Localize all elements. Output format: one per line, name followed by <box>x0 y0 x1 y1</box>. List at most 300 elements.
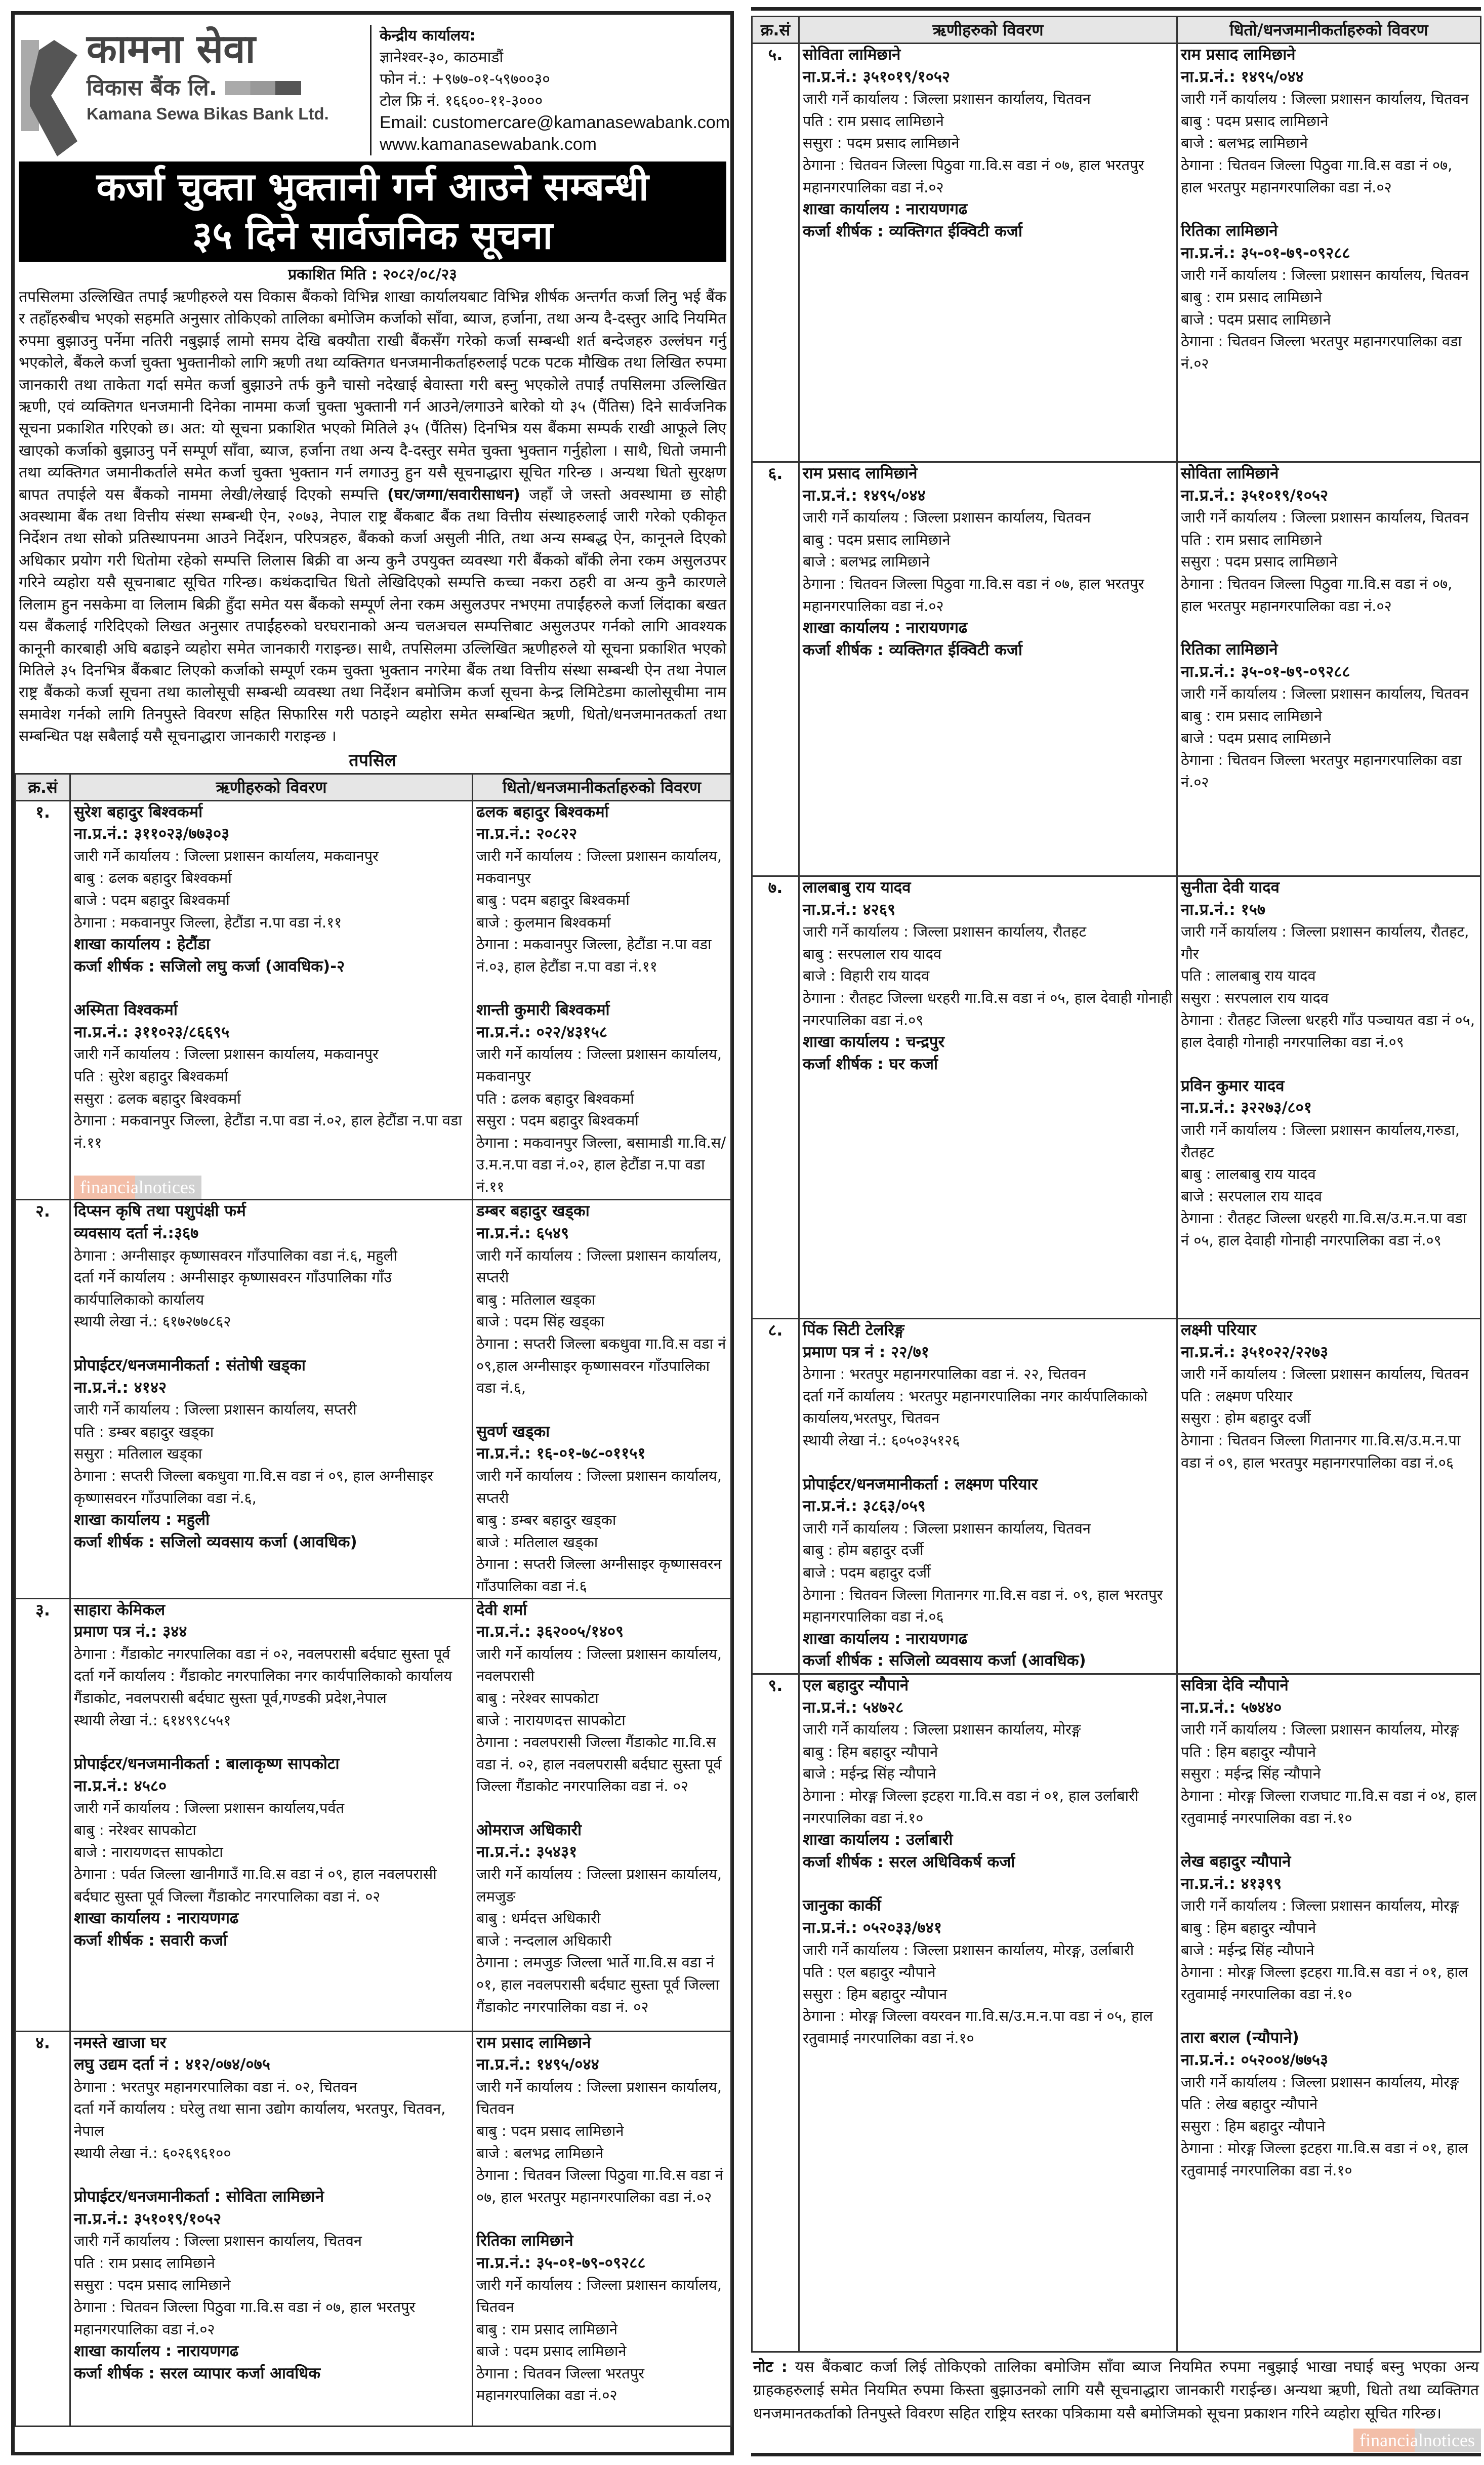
guarantor-block <box>476 1200 727 1399</box>
detail-line: जारी गर्ने कार्यालय : जिल्ला प्रशासन कार्यालय, रौतहट, गौर <box>1181 923 1469 962</box>
guarantor-block <box>1181 2027 1477 2181</box>
person-name: रितिका लामिछाने <box>1181 222 1278 240</box>
detail-line: जारी गर्ने कार्यालय : जिल्ला प्रशासन कार्यालय, सप्तरी <box>476 1467 722 1507</box>
detail-line: जारी गर्ने कार्यालय : जिल्ला प्रशासन कार्यालय, मकवानपुर <box>74 847 379 865</box>
borrower-cell <box>70 800 473 1200</box>
guarantor-cell <box>473 1598 731 2031</box>
phone: फोन नं.: +९७७-०१-५९७००३० <box>380 70 550 88</box>
guarantor-block <box>476 801 727 978</box>
person-name: लालबाबु राय यादव <box>803 878 911 897</box>
intro-part2: जहाँ जे जस्तो अवस्थामा छ सोही अवस्थामा बैंक तथा वित्तीय संस्था सम्बन्धी ऐन, २०७३, नेपाल राष्ट्र बैंकबाट बैंक तथा वित्तीय संस्थाहरुलाई जारी गरेको एकीकृत निर्देशन तथा सोको प्रतिस्थापनमा आउने निर्देशन, परिपत्रहरु, बैंकको कर्जा असुली नीति, तथा अन्य सम्बद्ध ऐन, कानूनले दिएको अधिकार प्रयोग गरी धितोमा रहेको सम्पत्ति लिलास बिक्री वा अन्य कुनै उपयुक्त व्यवस्था गरी बैंकको बाँकी लेना रकम असुलउपर गरिने व्यहोरा यसै सूचनाबाट सूचित गरिन्छ। कथंकदाचित धितो लेखिदिएको सम्पत्ति कच्चा नकरा ठहरी वा अन्य कुनै कारणले लिलाम हुन नसकेमा वा लिलाम बिक्री हुँदा समेत यस बैंकको सम्पूर्ण लेना रकम असुलउपर नभएमा तपाईंहरुले कर्जा लिंदाका बखत यस बैंकलाई गरिदिएको लिखत अनुसार तपाईंहरुको घरघरानाको अन्य चलअचल सम्पत्तिबाट असुलउपर गर्नको लागि आवश्यक कानूनी कारबाही अघि बढाइने व्यहोरा समेत जानकारी गराइन्छ। साथै, तपसिलमा उल्लिखित ऋणीहरुले यो सूचना प्रकाशित भएको मितिले ३५ दिनभित्र बैंकबाट लिएको कर्जाको सम्पूर्ण रकम चुक्ता भुक्तान नगरेमा बैंक तथा वित्तीय संस्था सम्बन्धी ऐन तथा नेपाल राष्ट्र बैंकको कर्जा सूचना तथा कालोसूची सम्बन्धी व्यवस्था तथा निर्देशन बमोजिम कर्जा सूचना केन्द्र लिमिटेडमा कालोसूचीमा नाम समावेश गर्नको लागि तिनपुस्ते विवरण सहित सिफारिस गरी पठाइने व्यहोरा समेत सम्बन्धित ऋणी, धितो/धनजमानतकर्ता तथा सम्बन्धित पक्ष सबैलाई यसै सूचनाद्धारा जानकारी गराइन्छ । <box>19 486 727 746</box>
person-name: जानुका कार्की <box>803 1896 881 1915</box>
detail-line: जारी गर्ने कार्यालय : जिल्ला प्रशासन कार्यालय, रौतहट <box>803 923 1087 941</box>
person-name: अस्मिता विश्वकर्मा <box>74 1001 178 1020</box>
detail-line: बाबु : नरेश्वर सापकोटा <box>74 1821 196 1839</box>
detail-line: बाजे : मईन्द्र सिंह न्यौपाने <box>803 1765 936 1783</box>
logo-name-nepali-2: विकास बैंक लि. <box>87 75 218 101</box>
detail-line: बाबु : राम प्रसाद लामिछाने <box>476 2320 617 2338</box>
detail-line: बाजे : पदम प्रसाद लामिछाने <box>1181 729 1331 747</box>
detail-line: ठेगाना : चितवन जिल्ला गितानगर गा.वि.स/उ.म.न.पा वडा नं ०९, हाल भरतपुर महानगरपालिका वडा नं.०६ <box>1181 1431 1461 1471</box>
id-number: ना.प्र.नं.: २०८२२ <box>476 825 578 843</box>
person-name: दिप्सन कृषि तथा पशुपंक्षी फर्म <box>74 1202 246 1221</box>
detail-line: बाबु : सरपलाल राय यादव <box>803 945 942 962</box>
id-number: ना.प्र.नं.: ३५१०२२/२२७३ <box>1181 1343 1329 1361</box>
detail-line: ठेगाना : अग्नीसाइर कृष्णासवरन गाँउपालिका वडा नं.६, महुली <box>74 1246 397 1264</box>
guarantor-block <box>1181 1851 1477 2005</box>
detail-line: जारी गर्ने कार्यालय : जिल्ला प्रशासन कार्यालय, मोरङ्ग, उर्लाबारी <box>803 1941 1134 1959</box>
person-name: प्रोपाईटर/धनजमानीकर्ता : सोविता लामिछाने <box>74 2188 324 2206</box>
id-number: प्रमाण पत्र नं : २२/७१ <box>803 1343 929 1361</box>
detail-line: ठेगाना : नवलपरासी जिल्ला गैंडाकोट गा.वि.स वडा नं. ०२, हाल नवलपरासी बर्दघाट सुस्ता पूर्व जिल्ला गैंडाकोट नगरपालिका वडा नं. ०२ <box>476 1733 722 1795</box>
person-name: सुवर्ण खड्का <box>476 1422 550 1441</box>
id-number: ना.प्र.नं.: ४१४२ <box>74 1378 167 1397</box>
detail-line: ठेगाना : मोरङ्ग जिल्ला इटहरा गा.वि.स वडा नं ०१, हाल उर्लाबारी नगरपालिका वडा नं.१० <box>803 1787 1139 1827</box>
table-row <box>16 1598 731 2031</box>
table-header <box>16 774 731 800</box>
serial-number: ६. <box>752 462 799 876</box>
person-name: साहारा केमिकल <box>74 1600 166 1619</box>
person-name: रितिका लामिछाने <box>476 2232 573 2250</box>
guarantor-cell <box>1177 1674 1481 2352</box>
detail-line: बाबु : पदम प्रसाद लामिछाने <box>476 2122 624 2139</box>
guarantor-cell <box>1177 876 1481 1319</box>
guarantor-block <box>476 999 727 1198</box>
person-name: नमस्ते खाजा घर <box>74 2033 167 2052</box>
detail-line: दर्ता गर्ने कार्यालय : भरतपुर महानगरपालिका नगर कार्यपालिकाको कार्यालय,भरतपुर, चितवन <box>803 1387 1147 1427</box>
person-name: लेख बहादुर न्यौपाने <box>1181 1852 1291 1871</box>
detail-line: ठेगाना : मकवानपुर जिल्ला, हेटौंडा न.पा वडा नं.०२, हाल हेटौंडा न.पा वडा नं.११ <box>74 1112 462 1151</box>
loan-title: कर्जा शीर्षक : सजिलो व्यवसाय कर्जा (आवधिक) <box>803 1651 1086 1670</box>
table-row <box>752 1319 1481 1674</box>
loan-title: कर्जा शीर्षक : घर कर्जा <box>803 1055 938 1073</box>
detail-line: बाजे : पदम बहादुर दर्जी <box>803 1563 931 1581</box>
detail-line: बाजे : सरपलाल राय यादव <box>1181 1187 1323 1205</box>
detail-line: ससुरा : हिम बहादुर न्यौपाने <box>1181 2117 1326 2135</box>
detail-line: पति : लेख बहादुर न्यौपाने <box>1181 2095 1318 2113</box>
borrower-block <box>74 999 469 1154</box>
detail-line: ठेगाना : चितवन जिल्ला भरतपुर महानगरपालिका वडा नं.०२ <box>1181 333 1462 372</box>
id-number: ना.प्र.नं.: ३११०२३/७७३०३ <box>74 825 230 843</box>
loan-title: कर्जा शीर्षक : सजिलो व्यवसाय कर्जा (आवधिक) <box>74 1532 357 1551</box>
person-name: प्रविन कुमार यादव <box>1181 1076 1285 1095</box>
person-name: शान्ती कुमारी बिश्वकर्मा <box>476 1001 610 1020</box>
note-label: नोट : <box>753 2358 788 2376</box>
contact-info <box>370 25 730 155</box>
person-name: सुरेश बहादुर बिश्वकर्मा <box>74 802 203 821</box>
loan-title: कर्जा शीर्षक : सजिलो लघु कर्जा (आवधिक)-२ <box>74 957 345 976</box>
header-borrower: ऋणीहरुको विवरण <box>799 17 1177 44</box>
branch-office: शाखा कार्यालय : चन्द्रपुर <box>803 1033 945 1052</box>
guarantor-block <box>476 1421 727 1598</box>
loan-title: कर्जा शीर्षक : सरल व्यापार कर्जा आवधिक <box>74 2364 321 2382</box>
detail-line: जारी गर्ने कार्यालय : जिल्ला प्रशासन कार्यालय, मकवानपुर <box>476 847 722 887</box>
borrower-block <box>74 1753 469 1952</box>
table-row <box>752 44 1481 462</box>
detail-line: ठेगाना : पर्वत जिल्ला खानीगाउँ गा.वि.स वडा नं ०९, हाल नवलपरासी बर्दघाट सुस्ता पूर्व जिल्ला गैंडाकोट नगरपालिका वडा नं. ०२ <box>74 1866 437 1905</box>
borrower-cell <box>70 2031 473 2426</box>
id-number: ना.प्र.नं.: ३११०२३/८६६९५ <box>74 1023 230 1041</box>
id-number: ना.प्र.नं.: ३२२७३/८०१ <box>1181 1099 1312 1117</box>
branch-office: शाखा कार्यालय : नारायणगढ <box>803 619 968 637</box>
id-number: ना.प्र.नं.: ०२२/४३१५८ <box>476 1023 607 1041</box>
id-number: ना.प्र.नं.: ४५८० <box>74 1776 167 1795</box>
detail-line: बाबु : होम बहादुर दर्जी <box>803 1542 924 1559</box>
detail-line: स्थायी लेखा नं.: ६०५०३५१२६ <box>803 1431 960 1449</box>
serial-number: ८. <box>752 1319 799 1674</box>
detail-line: ठेगाना : मकवानपुर जिल्ला, बसामाडी गा.वि.स/उ.म.न.पा वडा नं.०२, हाल हेटौंडा न.पा वडा नं.११ <box>476 1134 726 1196</box>
borrower-block <box>74 1355 469 1553</box>
detail-line: बाबु : नरेश्वर सापकोटा <box>476 1689 599 1707</box>
intro-part1: तपसिलमा उल्लिखित तपाईं ऋणीहरुले यस विकास बैंकको विभिन्न शाखा कार्यालयबाट विभिन्न शीर्षक अन्तर्गत कर्जा लिनु भई बैंक र तहाँहरुबीच भएको सहमति अनुसार तोकिएको तालिका बमोजिम कर्जाको साँवा, ब्याज, हर्जाना, तथा अन्य दै-दस्तुर आदि नियमित रुपमा बुझाउनु पर्नेमा नतिरी नबुझाई लामो समय देखि बक्यौता राखी बैंकसँग गरेको कर्जा सम्बन्धी शर्त बन्देजहरु उल्लंघन गर्नु भएकोले, बैंकले कर्जा चुक्ता भुक्तानीको लागि ऋणी तथा व्यक्तिगत धनजमानीकर्ताहरुलाई पटक पटक मौखिक तथा लिखित रुपमा जानकारी तथा ताकेता गर्दा समेत कर्जा बुझाउने तर्फ कुनै चासो नदेखाई बेवास्ता गरी बस्नु भएकोले तपाईं तपसिलमा उल्लिखित ऋणी, एवं व्यक्तिगत धनजमानी दिनेका नाममा कर्जा चुक्ता भुक्तानी गर्न आउने/लगाउने बारेको यो ३५ (पैंतिस) दिने सार्वजनिक सूचना प्रकाशित गरिएको छ। अत: यो सूचना प्रकाशित भएको मितिले ३५ (पैंतिस) दिनभित्र यस बैंकमा सम्पर्क राखी आफूले लिए खाएको कर्जाको बुझाउनु पर्ने सम्पूर्ण साँवा, ब्याज, हर्जाना तथा अन्य दै-दस्तुर समेत चुक्ता भुक्तान गर्नुहोला । साथै, धितो जमानी तथा व्यक्तिगत जमानीकर्ताले समेत कर्जा चुक्ता भुक्तान गर्न लगाउनु हुन यसै सूचनाद्धारा सूचित गरिन्छ । अन्यथा धितो सुरक्षण बापत तपाईले यस बैंकको नाममा लेखी/लेखाई दिएको सम्पत्ति <box>19 288 727 504</box>
website: www.kamanasewabank.com <box>380 135 597 154</box>
detail-line: स्थायी लेखा नं.: ६०२६९६१०० <box>74 2144 231 2162</box>
guarantor-block <box>476 2230 727 2407</box>
borrower-cell <box>799 462 1177 876</box>
detail-line: ठेगाना : गैंडाकोट नगरपालिका वडा नं ०२, नवलपरासी बर्दघाट सुस्ता पूर्व <box>74 1645 450 1663</box>
watermark: financialnotices <box>1353 2429 1481 2452</box>
detail-line: जारी गर्ने कार्यालय : जिल्ला प्रशासन कार्यालय, चितवन <box>74 2232 362 2250</box>
borrower-block <box>74 1200 469 1333</box>
table-row <box>16 2031 731 2426</box>
detail-line: जारी गर्ने कार्यालय : जिल्ला प्रशासन कार्यालय, मकवानपुर <box>476 1045 722 1085</box>
detail-line: बाबु : लालबाबु राय यादव <box>1181 1165 1316 1183</box>
detail-line: बाजे : बलभद्र लामिछाने <box>803 553 930 571</box>
id-number: ना.प्र.नं.: ०५२०३३/७४१ <box>803 1918 942 1937</box>
logo-row <box>87 73 370 103</box>
borrower-block <box>74 2186 469 2385</box>
guarantor-cell <box>473 2031 731 2426</box>
detail-line: बाजे : नन्दलाल अधिकारी <box>476 1931 611 1949</box>
loan-title: कर्जा शीर्षक : व्यक्तिगत ईक्विटी कर्जा <box>803 222 1022 240</box>
table-row <box>16 800 731 1200</box>
detail-line: बाजे : नारायणदत्त सापकोटा <box>74 1843 223 1861</box>
guarantor-block <box>1181 220 1477 375</box>
published-date: प्रकाशित मिति : २०८२/०८/२३ <box>288 266 457 284</box>
detail-line: ठेगाना : चितवन जिल्ला पिठुवा गा.वि.स वडा नं ०७, हाल भरतपुर महानगरपालिका वडा नं.०२ <box>476 2166 723 2206</box>
detail-line: बाबु : पदम प्रसाद लामिछाने <box>803 531 951 548</box>
detail-line: बाबु : हिम बहादुर न्यौपाने <box>1181 1919 1316 1936</box>
guarantor-cell <box>1177 462 1481 876</box>
person-name: ढलक बहादुर बिश्वकर्मा <box>476 802 609 821</box>
detail-line: बाबु : धर्मदत्त अधिकारी <box>476 1910 601 1927</box>
person-name: तारा बराल (न्यौपाने) <box>1181 2029 1299 2047</box>
person-name: पिंक सिटी टेलरिङ्ग <box>803 1321 904 1339</box>
branch-office: शाखा कार्यालय : उर्लाबारी <box>803 1831 953 1849</box>
detail-line: जारी गर्ने कार्यालय : जिल्ला प्रशासन कार्यालय, मकवानपुर <box>74 1045 379 1063</box>
guarantor-cell <box>1177 1319 1481 1674</box>
person-name: सवित्रा देवि न्यौपाने <box>1181 1676 1289 1694</box>
detail-line: जारी गर्ने कार्यालय : जिल्ला प्रशासन कार्यालय, चितवन <box>476 2276 722 2316</box>
detail-line: ठेगाना : चितवन जिल्ला पिठुवा गा.वि.स वडा नं ०७, हाल भरतपुर महानगरपालिका वडा नं.०२ <box>803 575 1144 615</box>
detail-line: ठेगाना : चितवन जिल्ला पिठुवा गा.वि.स वडा नं ०७, हाल भरतपुर महानगरपालिका वडा नं.०२ <box>1181 156 1453 196</box>
letterhead <box>15 15 730 161</box>
detail-line: पति : राम प्रसाद लामिछाने <box>74 2254 215 2272</box>
id-number: ना.प्र.नं.: ६५४९ <box>476 1224 569 1243</box>
detail-line: स्थायी लेखा नं.: ६१४९९८५५१ <box>74 1711 231 1729</box>
detail-line: ठेगाना : रौतहट जिल्ला धरहरी गाँउ पञ्चायत वडा नं ०५, हाल देवाही गोनाही नगरपालिका वडा नं.०९ <box>1181 1011 1475 1051</box>
detail-line: ठेगाना : चितवन जिल्ला गितानगर गा.वि.स वडा नं. ०९, हाल भरतपुर महानगरपालिका वडा नं.०६ <box>803 1586 1163 1626</box>
right-column <box>751 7 1481 2456</box>
logo-name-nepali: कामना सेवा <box>87 26 256 72</box>
id-number: ना.प्र.नं.: ३५४३१ <box>476 1843 578 1862</box>
email: Email: customercare@kamanasewabank.com <box>380 113 730 132</box>
detail-line: पति : राम प्रसाद लामिछाने <box>803 112 944 130</box>
id-number: ना.प्र.नं.: ४२६९ <box>803 900 896 919</box>
borrower-block <box>803 1895 1173 2049</box>
person-name: लक्ष्मी परियार <box>1181 1321 1257 1339</box>
detail-line: बाजे : बलभद्र लामिछाने <box>476 2144 603 2162</box>
id-number: ना.प्र.नं.: ३५-०१-७९-०९२८८ <box>1181 662 1350 681</box>
id-number: ना.प्र.नं.: ३५-०१-७९-०९२८८ <box>1181 244 1350 262</box>
detail-line: जारी गर्ने कार्यालय : जिल्ला प्रशासन कार्यालय, चितवन <box>1181 685 1469 703</box>
borrower-block <box>803 463 1173 661</box>
id-number: लघु उद्यम दर्ता नं : ४१२/०७४/०७५ <box>74 2055 270 2074</box>
borrower-block <box>803 1474 1173 1672</box>
guarantor-block <box>476 1599 727 1798</box>
loan-title: कर्जा शीर्षक : सवारी कर्जा <box>74 1931 228 1950</box>
guarantor-block <box>1181 463 1477 617</box>
borrower-cell <box>799 1674 1177 2352</box>
guarantor-block <box>1181 639 1477 793</box>
person-name: सोविता लामिछाने <box>803 46 901 64</box>
detail-line: दर्ता गर्ने कार्यालय : गैंडाकोट नगरपालिका नगर कार्यपालिकाको कार्यालय गैंडाकोट, नवलपरासी बर्दघाट सुस्ता पूर्व,गण्डकी प्रदेश,नेपाल <box>74 1667 452 1707</box>
borrower-cell <box>799 876 1177 1319</box>
detail-line: ठेगाना : सप्तरी जिल्ला बकधुवा गा.वि.स वडा नं ०९, हाल अग्नीसाइर कृष्णासवरन गाँउपालिका वडा नं.६, <box>74 1467 434 1507</box>
guarantor-cell <box>1177 44 1481 462</box>
serial-number: ४. <box>16 2031 70 2426</box>
borrower-cell <box>70 1598 473 2031</box>
serial-number: ५. <box>752 44 799 462</box>
guarantor-block <box>1181 877 1477 1054</box>
borrower-block <box>74 1599 469 1732</box>
detail-line: जारी गर्ने कार्यालय : जिल्ला प्रशासन कार्यालय,गरुडा, रौतहट <box>1181 1121 1460 1161</box>
id-number: ना.प्र.नं.: ४१३९९ <box>1181 1874 1282 1893</box>
detail-line: ठेगाना : मकवानपुर जिल्ला, हेटौंडा न.पा वडा नं.११ <box>74 913 342 931</box>
detail-line: ससुरा : पदम प्रसाद लामिछाने <box>1181 553 1338 571</box>
detail-line: ठेगाना : मोरङ्ग जिल्ला राजघाट गा.वि.स वडा नं ०४, हाल रतुवामाई नगरपालिका वडा नं.१० <box>1181 1787 1477 1827</box>
person-name: रितिका लामिछाने <box>1181 640 1278 659</box>
detail-line: ससुरा : पदम प्रसाद लामिछाने <box>74 2276 231 2294</box>
id-number: ना.प्र.नं.: ३५१०१९/१०५२ <box>1181 486 1329 505</box>
detail-line: ठेगाना : भरतपुर महानगरपालिका वडा नं. २२, चितवन <box>803 1365 1086 1383</box>
person-name: राम प्रसाद लामिछाने <box>1181 46 1296 64</box>
id-number: ना.प्र.नं.: १५७ <box>1181 900 1265 919</box>
detail-line: जारी गर्ने कार्यालय : जिल्ला प्रशासन कार्यालय,पर्वत <box>74 1799 345 1817</box>
detail-line: जारी गर्ने कार्यालय : जिल्ला प्रशासन कार्यालय, चितवन <box>803 1519 1091 1537</box>
detail-line: बाजे : पदम बहादुर बिश्वकर्मा <box>74 891 230 909</box>
id-number: ना.प्र.नं.: ५७४४० <box>1181 1698 1282 1717</box>
detail-line: बाजे : कुलमान बिश्वकर्मा <box>476 913 611 931</box>
detail-line: ठेगाना : चितवन जिल्ला पिठुवा गा.वि.स वडा नं ०७, हाल भरतपुर महानगरपालिका वडा नं.०२ <box>74 2298 416 2338</box>
branch-office: शाखा कार्यालय : नारायणगढ <box>803 1629 968 1648</box>
detail-line: पति : हिम बहादुर न्यौपाने <box>1181 1743 1316 1760</box>
notice-title-line2: ३५ दिने सार्वजनिक सूचना <box>192 213 553 258</box>
serial-number: २. <box>16 1200 70 1598</box>
toll-free: टोल फ्रि नं. १६६००-११-३००० <box>380 92 543 110</box>
borrower-block <box>803 1319 1173 1452</box>
detail-line: जारी गर्ने कार्यालय : जिल्ला प्रशासन कार्यालय, चितवन <box>803 90 1091 108</box>
table-row <box>16 1200 731 1598</box>
person-name: सोविता लामिछाने <box>1181 464 1279 482</box>
detail-line: बाबु : राम प्रसाद लामिछाने <box>1181 288 1322 306</box>
office-address: ज्ञानेश्वर-३०, काठमाडौं <box>380 49 504 66</box>
header-sn: क्र.सं <box>752 17 799 44</box>
detail-line: बाजे : नारायणदत्त सापकोटा <box>476 1711 626 1729</box>
header-borrower: ऋणीहरुको विवरण <box>70 774 473 800</box>
detail-line: पति : राम प्रसाद लामिछाने <box>1181 531 1322 548</box>
detail-line: ठेगाना : रौतहट जिल्ला धरहरी गा.वि.स/उ.म.न.पा वडा नं ०५, हाल देवाही गोनाही नगरपालिका वडा नं.०९ <box>1181 1209 1467 1249</box>
detail-line: ससुरा : ढलक बहादुर बिश्वकर्मा <box>74 1089 241 1107</box>
detail-line: दर्ता गर्ने कार्यालय : अग्नीसाइर कृष्णासवरन गाँउपालिका गाँउ कार्यपालिकाको कार्यालय <box>74 1269 392 1308</box>
loan-title: कर्जा शीर्षक : व्यक्तिगत ईक्विटी कर्जा <box>803 640 1022 659</box>
borrower-block <box>803 1675 1173 1873</box>
detail-line: जारी गर्ने कार्यालय : जिल्ला प्रशासन कार्यालय, मोरङ्ग <box>1181 1721 1459 1739</box>
detail-line: ठेगाना : चितवन जिल्ला भरतपुर महानगरपालिका वडा नं.०२ <box>1181 751 1462 791</box>
id-number: ना.प्र.नं.: १६-०१-७८-०११५१ <box>476 1444 646 1463</box>
detail-line: जारी गर्ने कार्यालय : जिल्ला प्रशासन कार्यालय, नवलपरासी <box>476 1645 722 1685</box>
footer-note <box>751 2353 1481 2426</box>
detail-line: पति : एल बहादुर न्यौपाने <box>803 1963 936 1981</box>
detail-line: बाजे : बलभद्र लामिछाने <box>1181 134 1308 152</box>
bank-logo-icon <box>21 40 81 156</box>
detail-line: बाजे : मईन्द्र सिंह न्यौपाने <box>1181 1941 1314 1959</box>
detail-line: ससुरा : हिम बहादुर न्यौपान <box>803 1985 947 2003</box>
borrower-cell <box>799 44 1177 462</box>
detail-line: स्थायी लेखा नं.: ६१७२७७८६२ <box>74 1313 231 1330</box>
guarantor-block <box>1181 1319 1477 1474</box>
logo-bar <box>225 81 301 95</box>
borrower-block <box>803 44 1173 243</box>
borrower-block <box>74 2032 469 2165</box>
branch-office: शाखा कार्यालय : नारायणगढ <box>74 2342 239 2361</box>
id-number: ना.प्र.नं.: ३५१०१९/१०५२ <box>74 2209 222 2228</box>
detail-line: जारी गर्ने कार्यालय : जिल्ला प्रशासन कार्यालय, सप्तरी <box>476 1246 722 1286</box>
table-row <box>752 1674 1481 2352</box>
branch-office: शाखा कार्यालय : महुली <box>74 1511 210 1529</box>
guarantor-cell <box>473 1200 731 1598</box>
detail-line: ठेगाना : मकवानपुर जिल्ला, हेटौंडा न.पा वडा नं.०३, हाल हेटौंडा न.पा वडा नं.११ <box>476 936 712 975</box>
detail-line: जारी गर्ने कार्यालय : जिल्ला प्रशासन कार्यालय, मोरङ्ग <box>1181 1897 1459 1915</box>
id-number: ना.प्र.नं.: ३८६३/०५९ <box>803 1497 926 1516</box>
detail-line: ठेगाना : मोरङ्ग जिल्ला इटहरा गा.वि.स वडा नं ०१, हाल रतुवामाई नगरपालिका वडा नं.१० <box>1181 1963 1468 2003</box>
borrower-block <box>803 877 1173 1075</box>
detail-line: बाबु : मतिलाल खड्का <box>476 1290 596 1308</box>
person-name: सुनीता देवी यादव <box>1181 878 1280 897</box>
detail-line: जारी गर्ने कार्यालय : जिल्ला प्रशासन कार्यालय, चितवन <box>1181 90 1469 108</box>
detail-line: बाजे : पदम प्रसाद लामिछाने <box>1181 310 1331 328</box>
detail-line: जारी गर्ने कार्यालय : जिल्ला प्रशासन कार्यालय, चितवन <box>1181 509 1469 527</box>
detail-line: बाबु : राम प्रसाद लामिछाने <box>1181 707 1322 724</box>
schedule-heading: तपसिल <box>349 750 396 771</box>
person-name: देवी शर्मा <box>476 1600 527 1619</box>
detail-line: ठेगाना : सप्तरी जिल्ला अग्नीसाइर कृष्णासवरन गाँउपालिका वडा नं.६ <box>476 1555 722 1595</box>
detail-line: बाबु : डम्बर बहादुर खड्का <box>476 1511 616 1529</box>
detail-line: ठेगाना : सप्तरी जिल्ला बकधुवा गा.वि.स वडा नं ०९,हाल अग्नीसाइर कृष्णासवरन गाँउपालिका वडा नं.६, <box>476 1335 726 1397</box>
detail-line: जारी गर्ने कार्यालय : जिल्ला प्रशासन कार्यालय, मोरङ्ग <box>1181 2073 1459 2091</box>
borrower-table-right <box>751 16 1481 2353</box>
guarantor-block <box>1181 1675 1477 1829</box>
person-name: ओमराज अधिकारी <box>476 1821 582 1839</box>
guarantor-cell <box>473 800 731 1200</box>
serial-number: ३. <box>16 1598 70 2031</box>
note-text: यस बैंकबाट कर्जा लिई तोकिएको तालिका बमोजिम साँवा ब्याज नियमित रुपमा नबुझाई भाखा नघाई बस्नु भएका अन्य ग्राहकहरुलाई समेत नियमित रुपमा किस्ता बुझाउनको लागि यसै सूचनाद्धारा जानकारी गराईन्छ। अन्यथा ऋणी, धितो तथा व्यक्तिगत धनजमानतकर्ताको तिनपुस्ते विवरण सहित राष्ट्रिय स्तरका पत्रिकामा यसै बमोजिमको सूचना प्रकाशन गरिने व्यहोरा सूचित गरिन्छ। <box>753 2358 1479 2422</box>
table-row <box>752 462 1481 876</box>
id-number: ना.प्र.नं.: १४९५/०४४ <box>1181 67 1304 86</box>
header-sn: क्र.सं <box>16 774 70 800</box>
detail-line: पति : लक्ष्मण परियार <box>1181 1387 1293 1405</box>
detail-line: जारी गर्ने कार्यालय : जिल्ला प्रशासन कार्यालय, चितवन <box>1181 266 1469 284</box>
id-number: ना.प्र.नं.: ३६२००५/१४०९ <box>476 1623 624 1641</box>
detail-line: जारी गर्ने कार्यालय : जिल्ला प्रशासन कार्यालय, चितवन <box>1181 1365 1469 1383</box>
detail-line: ठेगाना : लमजुङ जिल्ला भार्ते गा.वि.स वडा नं ०१, हाल नवलपरासी बर्दघाट सुस्ता पूर्व जिल्ला गैंडाकोट नगरपालिका वडा नं. ०२ <box>476 1954 720 2015</box>
borrower-block <box>74 801 469 978</box>
detail-line: ठेगाना : चितवन जिल्ला भरतपुर महानगरपालिका वडा नं.०२ <box>476 2364 645 2404</box>
guarantor-block <box>1181 1075 1477 1252</box>
detail-line: ससुरा : होम बहादुर दर्जी <box>1181 1409 1311 1427</box>
person-name: प्रोपाईटर/धनजमानीकर्ता : लक्ष्मण परियार <box>803 1475 1038 1493</box>
id-number: प्रमाण पत्र नं.: ३४४ <box>74 1623 187 1641</box>
watermark: financialnotices <box>74 1176 201 1199</box>
detail-line: जारी गर्ने कार्यालय : जिल्ला प्रशासन कार्यालय, चितवन <box>476 2078 722 2118</box>
detail-line: ससुरा : पदम बहादुर बिश्वकर्मा <box>476 1112 639 1129</box>
notice-title <box>19 161 726 262</box>
detail-line: दर्ता गर्ने कार्यालय : घरेलु तथा साना उद्योग कार्यालय, भरतपुर, चितवन, नेपाल <box>74 2100 446 2139</box>
detail-line: बाबु : पदम प्रसाद लामिछाने <box>1181 112 1329 130</box>
borrower-table-left <box>15 773 732 2427</box>
branch-office: शाखा कार्यालय : नारायणगढ <box>74 1909 239 1928</box>
detail-line: ठेगाना : मोरङ्ग जिल्ला वयरवन गा.वि.स/उ.म.न.पा वडा नं ०५, हाल रतुवामाई नगरपालिका वडा नं.१० <box>803 2007 1153 2047</box>
id-number: व्यवसाय दर्ता नं.:३६७ <box>74 1224 199 1243</box>
id-number: ना.प्र.नं.: ३५१०१९/१०५२ <box>803 67 951 86</box>
detail-line: जारी गर्ने कार्यालय : जिल्ला प्रशासन कार्यालय, लमजुङ <box>476 1866 722 1905</box>
serial-number: १. <box>16 800 70 1200</box>
detail-line: ससुरा : मतिलाल खड्का <box>74 1445 202 1463</box>
detail-line: ठेगाना : रौतहट जिल्ला धरहरी गा.वि.स वडा नं ०५, हाल देवाही गोनाही नगरपालिका वडा नं.०९ <box>803 989 1173 1029</box>
detail-line: पति : लालबाबु राय यादव <box>1181 967 1316 985</box>
detail-line: ठेगाना : चितवन जिल्ला पिठुवा गा.वि.स वडा नं ०७, हाल भरतपुर महानगरपालिका वडा नं.०२ <box>803 156 1144 196</box>
notice-title-line1: कर्जा चुक्ता भुक्तानी गर्न आउने सम्बन्धी <box>96 164 649 209</box>
table-row <box>752 876 1481 1319</box>
detail-line: बाबु : हिम बहादुर न्यौपाने <box>803 1743 938 1760</box>
person-name: प्रोपाईटर/धनजमानीकर्ता : बालाकृष्ण सापकोटा <box>74 1755 340 1773</box>
detail-line: जारी गर्ने कार्यालय : जिल्ला प्रशासन कार्यालय, सप्तरी <box>74 1401 357 1419</box>
intro-bold: (घर/जग्गा/सवारीसाधन) <box>387 486 520 504</box>
id-number: ना.प्र.नं.: ५४७२८ <box>803 1698 904 1717</box>
person-name: राम प्रसाद लामिछाने <box>803 464 918 482</box>
id-number: ना.प्र.नं.: ३५-०१-७९-०९२८८ <box>476 2253 646 2272</box>
detail-line: बाजे : विहारी राय यादव <box>803 967 930 985</box>
detail-line: बाबु : पदम बहादुर बिश्वकर्मा <box>476 891 630 909</box>
header-guarantor: धितो/धनजमानीकर्ताहरुको विवरण <box>473 774 731 800</box>
intro-paragraph <box>15 286 730 748</box>
serial-number: ७. <box>752 876 799 1319</box>
detail-line: जारी गर्ने कार्यालय : जिल्ला प्रशासन कार्यालय, चितवन <box>803 509 1091 527</box>
id-number: ना.प्र.नं.: १४९५/०४४ <box>803 486 926 505</box>
detail-line: ठेगाना : चितवन जिल्ला पिठुवा गा.वि.स वडा नं ०७, हाल भरतपुर महानगरपालिका वडा नं.०२ <box>1181 575 1453 615</box>
borrower-cell <box>70 1200 473 1598</box>
detail-line: ससुरा : सरपलाल राय यादव <box>1181 989 1329 1006</box>
logo-text <box>87 25 370 125</box>
detail-line: बाबु : ढलक बहादुर बिश्वकर्मा <box>74 869 232 887</box>
branch-office: शाखा कार्यालय : नारायणगढ <box>803 200 968 219</box>
detail-line: ससुरा : मईन्द्र सिंह न्यौपाने <box>1181 1765 1321 1783</box>
detail-line: बाजे : पदम सिंह खड्का <box>476 1313 604 1330</box>
loan-title: कर्जा शीर्षक : सरल अधिविकर्ष कर्जा <box>803 1852 1015 1871</box>
detail-line: बाजे : पदम प्रसाद लामिछाने <box>476 2342 627 2360</box>
left-column <box>11 11 734 2455</box>
detail-line: ससुरा : पदम प्रसाद लामिछाने <box>803 134 960 152</box>
detail-line: जारी गर्ने कार्यालय : जिल्ला प्रशासन कार्यालय, मोरङ्ग <box>803 1721 1081 1739</box>
